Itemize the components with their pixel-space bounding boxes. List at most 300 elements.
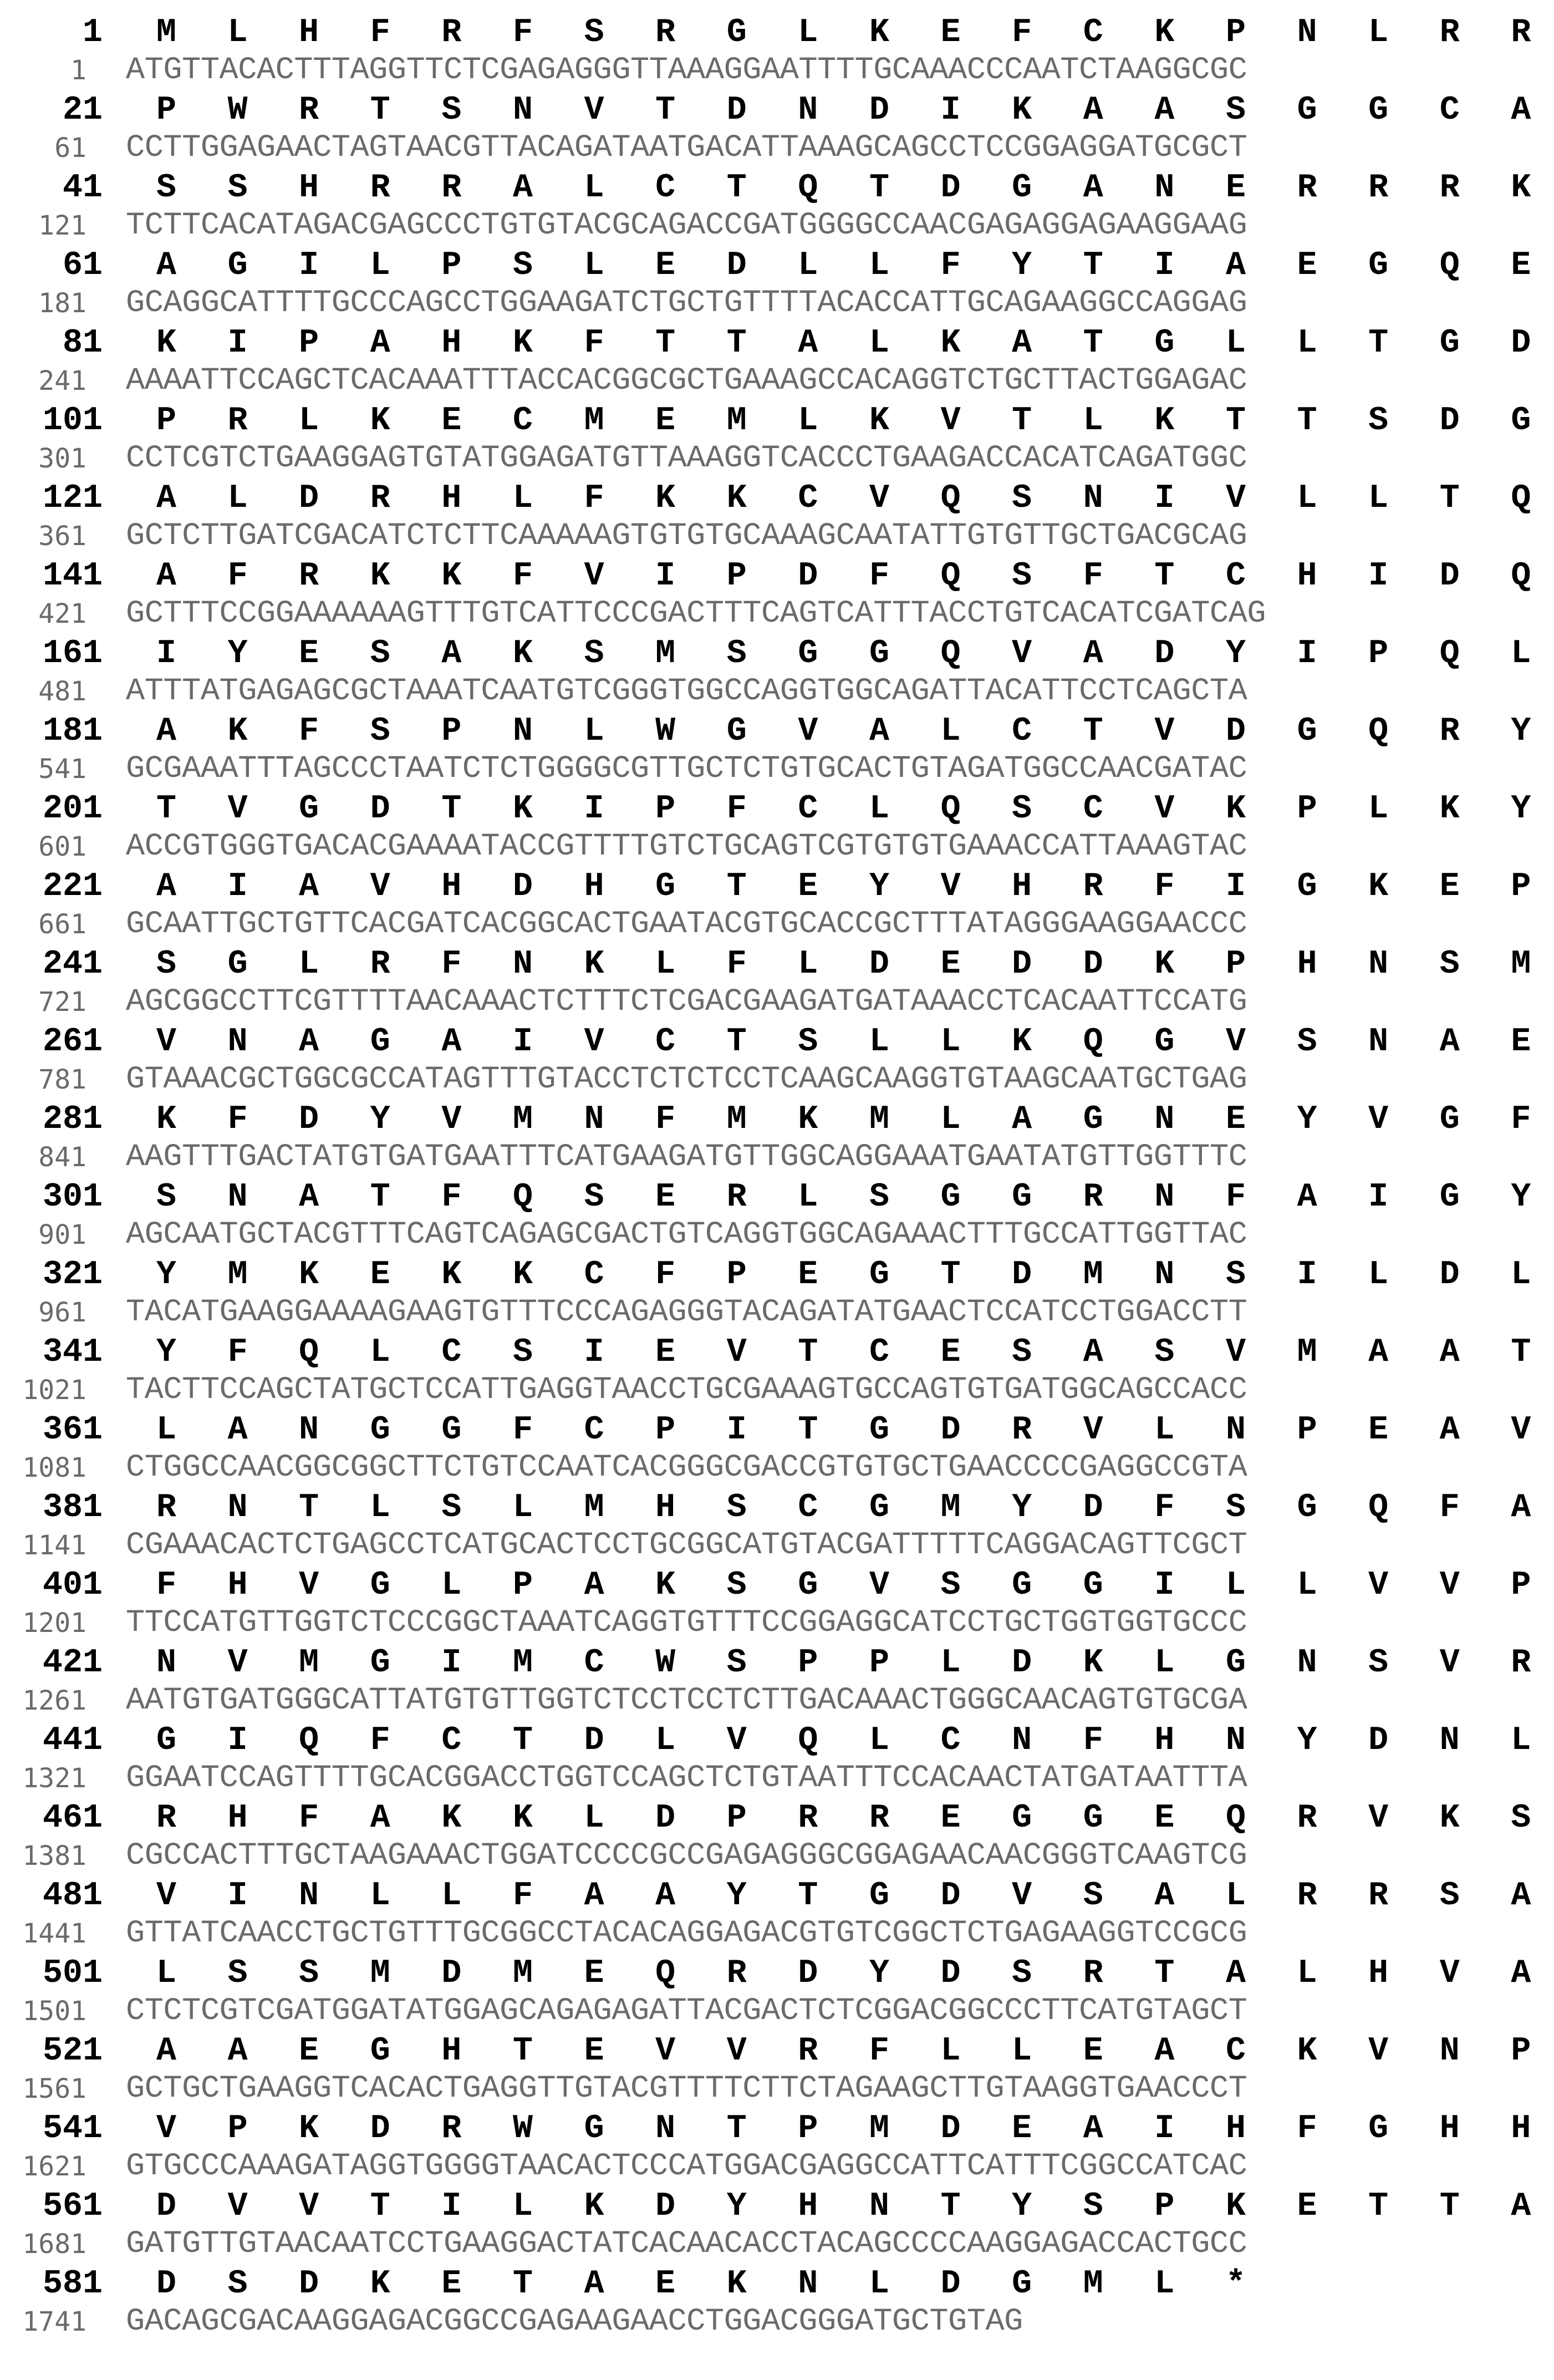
amino-acid: V [227, 790, 248, 828]
amino-acid: Q [940, 557, 961, 595]
amino-acid: N [1154, 1101, 1175, 1138]
amino-acid: H [227, 1799, 248, 1837]
nucleotide-number: 721 [38, 986, 86, 1018]
amino-acid: F [1083, 557, 1103, 595]
amino-acid: V [940, 402, 961, 440]
amino-acid: A [441, 635, 462, 673]
nucleotide-number: 361 [38, 521, 86, 552]
amino-acid: A [1083, 635, 1103, 673]
amino-acid: G [1012, 1799, 1032, 1837]
amino-acid: R [798, 1799, 818, 1837]
amino-acid: P [655, 790, 676, 828]
amino-acid: V [798, 713, 818, 750]
amino-acid: G [655, 868, 676, 906]
amino-acid: S [370, 713, 390, 750]
amino-acid: H [1368, 1955, 1389, 1992]
amino-acid: F [655, 1256, 676, 1294]
amino-acid: N [227, 1489, 248, 1527]
amino-acid: Y [1012, 1489, 1032, 1527]
amino-acid: E [655, 247, 676, 284]
residue-number: 561 [42, 2188, 103, 2225]
amino-acid: C [798, 1489, 818, 1527]
amino-acid: D [156, 2265, 176, 2303]
amino-acid: V [1439, 1567, 1460, 1604]
amino-acid: H [1154, 1722, 1175, 1759]
amino-acid: I [1154, 2110, 1175, 2148]
amino-acid: S [1012, 557, 1032, 595]
amino-acid: F [1154, 1489, 1175, 1527]
amino-acid: S [869, 1178, 889, 1216]
amino-acid: R [1083, 1178, 1103, 1216]
nucleotide-number: 481 [38, 676, 86, 707]
amino-acid: K [798, 1101, 818, 1138]
amino-acid: E [1511, 1023, 1531, 1061]
amino-acid: G [156, 1722, 176, 1759]
amino-acid: G [370, 2032, 390, 2070]
amino-acid: W [655, 713, 676, 750]
amino-acid: L [227, 14, 248, 52]
amino-acid: L [1297, 480, 1317, 517]
amino-acid: Y [156, 1334, 176, 1371]
dna-sequence: TCTTCACATAGACGAGCCCTGTGTACGCAGACCGATGGGGCCAACGAGAGGAGAAGGAAG [126, 208, 1247, 243]
amino-acid: E [1154, 1799, 1175, 1837]
residue-number: 521 [42, 2032, 103, 2070]
amino-acid: V [1154, 790, 1175, 828]
amino-acid: P [512, 1567, 533, 1604]
amino-acid: Y [1511, 713, 1531, 750]
amino-acid: I [655, 557, 676, 595]
amino-acid: G [1297, 1489, 1317, 1527]
amino-acid: Q [940, 480, 961, 517]
amino-acid: K [1154, 402, 1175, 440]
amino-acid: E [940, 1334, 961, 1371]
amino-acid: Q [798, 1722, 818, 1759]
amino-acid: F [1083, 1722, 1103, 1759]
sequence-block [0, 787, 1554, 865]
amino-acid: V [584, 1023, 604, 1061]
amino-acid: R [1297, 1877, 1317, 1915]
nucleotide-number: 1081 [22, 1452, 86, 1483]
amino-acid: Q [1439, 247, 1460, 284]
amino-acid: F [869, 557, 889, 595]
nucleotide-number: 61 [54, 133, 86, 164]
amino-acid: S [1012, 480, 1032, 517]
amino-acid: L [441, 1567, 462, 1604]
amino-acid: A [299, 1023, 319, 1061]
amino-acid: Q [299, 1722, 319, 1759]
amino-acid: F [512, 1877, 533, 1915]
amino-acid: V [227, 1644, 248, 1682]
amino-acid: R [1439, 169, 1460, 207]
sequence-block [0, 943, 1554, 1020]
nucleotide-number: 1501 [22, 1996, 86, 2027]
amino-acid: V [227, 2188, 248, 2225]
amino-acid: P [299, 324, 319, 362]
amino-acid: T [1511, 1334, 1531, 1371]
amino-acid: P [655, 1411, 676, 1449]
amino-acid: S [441, 91, 462, 129]
amino-acid: N [1297, 1644, 1317, 1682]
amino-acid: A [156, 557, 176, 595]
amino-acid: Y [1297, 1101, 1317, 1138]
amino-acid: S [1012, 1955, 1032, 1992]
amino-acid: D [869, 945, 889, 983]
amino-acid: E [655, 1178, 676, 1216]
residue-number: 61 [62, 247, 103, 284]
residue-number: 201 [42, 790, 103, 828]
amino-acid: T [726, 324, 747, 362]
amino-acid: R [1368, 1877, 1389, 1915]
amino-acid: R [655, 14, 676, 52]
residue-number: 221 [42, 868, 103, 906]
amino-acid: D [940, 2265, 961, 2303]
amino-acid: R [370, 169, 390, 207]
sequence-block [0, 11, 1554, 89]
amino-acid: L [1297, 324, 1317, 362]
amino-acid: M [869, 2110, 889, 2148]
amino-acid: K [1439, 790, 1460, 828]
nucleotide-number: 301 [38, 443, 86, 474]
amino-acid: S [512, 247, 533, 284]
amino-acid: V [1225, 1334, 1246, 1371]
amino-acid: A [227, 1411, 248, 1449]
amino-acid: G [1012, 2265, 1032, 2303]
amino-acid: F [441, 945, 462, 983]
dna-sequence: GATGTTGTAACAATCCTGAAGGACTATCACAACACCTACAGCCCCAAGGAGACCACTGCC [126, 2226, 1247, 2262]
amino-acid: T [1368, 324, 1389, 362]
amino-acid: V [1511, 1411, 1531, 1449]
amino-acid: K [227, 713, 248, 750]
sequence-block [0, 322, 1554, 399]
amino-acid: K [726, 2265, 747, 2303]
amino-acid: R [1439, 713, 1460, 750]
nucleotide-number: 661 [38, 909, 86, 940]
sequence-block [0, 477, 1554, 555]
amino-acid: K [441, 1256, 462, 1294]
amino-acid: Y [726, 1877, 747, 1915]
residue-number: 321 [42, 1256, 103, 1294]
amino-acid: R [370, 945, 390, 983]
amino-acid: H [1012, 868, 1032, 906]
amino-acid: D [1511, 324, 1531, 362]
amino-acid: F [299, 713, 319, 750]
nucleotide-number: 1561 [22, 2073, 86, 2104]
nucleotide-number: 1 [70, 55, 86, 86]
amino-acid: G [584, 2110, 604, 2148]
amino-acid: T [156, 790, 176, 828]
amino-acid: A [584, 1567, 604, 1604]
amino-acid: T [370, 2188, 390, 2225]
amino-acid: K [1297, 2032, 1317, 2070]
amino-acid: K [512, 324, 533, 362]
amino-acid: E [1368, 1411, 1389, 1449]
amino-acid: E [1297, 2188, 1317, 2225]
nucleotide-number: 961 [38, 1297, 86, 1328]
amino-acid: L [1297, 1567, 1317, 1604]
amino-acid: L [1225, 1877, 1246, 1915]
amino-acid: V [1225, 480, 1246, 517]
amino-acid: C [798, 480, 818, 517]
amino-acid: D [370, 2110, 390, 2148]
amino-acid: E [1297, 247, 1317, 284]
amino-acid: V [726, 1722, 747, 1759]
amino-acid: K [1439, 1799, 1460, 1837]
amino-acid: L [584, 247, 604, 284]
amino-acid: K [869, 402, 889, 440]
amino-acid: D [869, 91, 889, 129]
amino-acid: Y [1225, 635, 1246, 673]
amino-acid: D [1083, 945, 1103, 983]
amino-acid: T [512, 2032, 533, 2070]
amino-acid: L [156, 1411, 176, 1449]
amino-acid: T [726, 2110, 747, 2148]
amino-acid: L [370, 1489, 390, 1527]
amino-acid: A [370, 1799, 390, 1837]
dna-sequence: TACATGAAGGAAAAGAAGTGTTTCCCAGAGGGTACAGATATGAACTCCATCCTGGACCTT [126, 1295, 1247, 1330]
amino-acid: G [227, 945, 248, 983]
amino-acid: F [1511, 1101, 1531, 1138]
amino-acid: V [869, 480, 889, 517]
amino-acid: L [1154, 1411, 1175, 1449]
amino-acid: L [1368, 480, 1389, 517]
amino-acid: G [1439, 1178, 1460, 1216]
amino-acid: H [227, 1567, 248, 1604]
amino-acid: T [869, 169, 889, 207]
residue-number: 381 [42, 1489, 103, 1527]
amino-acid: A [1225, 247, 1246, 284]
amino-acid: I [227, 1877, 248, 1915]
amino-acid: I [227, 1722, 248, 1759]
amino-acid: H [441, 480, 462, 517]
amino-acid: I [156, 635, 176, 673]
amino-acid: M [869, 1101, 889, 1138]
amino-acid: A [1297, 1178, 1317, 1216]
amino-acid: A [1154, 91, 1175, 129]
amino-acid: T [299, 1489, 319, 1527]
amino-acid: P [726, 1799, 747, 1837]
amino-acid: L [940, 1101, 961, 1138]
amino-acid: D [655, 1799, 676, 1837]
amino-acid: I [1297, 1256, 1317, 1294]
amino-acid: N [1012, 1722, 1032, 1759]
amino-acid: V [584, 91, 604, 129]
amino-acid: T [370, 1178, 390, 1216]
amino-acid: C [1225, 2032, 1246, 2070]
amino-acid: D [940, 1877, 961, 1915]
amino-acid: A [1511, 2188, 1531, 2225]
amino-acid: V [1083, 1411, 1103, 1449]
amino-acid: H [1297, 945, 1317, 983]
dna-sequence: AAGTTTGACTATGTGATGAATTTCATGAAGATGTTGGCAGGAAATGAATATGTTGGTTTC [126, 1140, 1247, 1175]
amino-acid: G [1368, 247, 1389, 284]
amino-acid: D [798, 557, 818, 595]
amino-acid: R [1511, 14, 1531, 52]
amino-acid: A [156, 868, 176, 906]
amino-acid: P [726, 557, 747, 595]
amino-acid: P [798, 2110, 818, 2148]
amino-acid: L [441, 1877, 462, 1915]
amino-acid: N [1368, 945, 1389, 983]
dna-sequence: CGAAACACTCTGAGCCTCATGCACTCCTGCGGCATGTACGATTTTTCAGGACAGTTCGCT [126, 1528, 1247, 1563]
amino-acid: A [156, 480, 176, 517]
amino-acid: Q [512, 1178, 533, 1216]
amino-acid: L [1154, 1644, 1175, 1682]
amino-acid: L [370, 247, 390, 284]
amino-acid: P [1297, 1411, 1317, 1449]
amino-acid: H [655, 1489, 676, 1527]
amino-acid: G [441, 1411, 462, 1449]
amino-acid: S [370, 635, 390, 673]
amino-acid: L [869, 247, 889, 284]
amino-acid: K [584, 945, 604, 983]
amino-acid: R [441, 14, 462, 52]
sequence-block [0, 1176, 1554, 1253]
amino-acid: F [1154, 868, 1175, 906]
amino-acid: H [441, 324, 462, 362]
amino-acid: V [156, 1877, 176, 1915]
sequence-block [0, 1564, 1554, 1641]
amino-acid: V [1368, 1101, 1389, 1138]
amino-acid: L [512, 2188, 533, 2225]
sequence-block [0, 1253, 1554, 1331]
amino-acid: K [370, 2265, 390, 2303]
amino-acid: L [798, 402, 818, 440]
amino-acid: M [584, 402, 604, 440]
nucleotide-number: 1681 [22, 2229, 86, 2260]
amino-acid: K [1511, 169, 1531, 207]
amino-acid: E [940, 945, 961, 983]
amino-acid: C [512, 402, 533, 440]
amino-acid: R [1439, 14, 1460, 52]
amino-acid: S [798, 1023, 818, 1061]
amino-acid: E [299, 2032, 319, 2070]
amino-acid: L [869, 1023, 889, 1061]
sequence-block [0, 1641, 1554, 1719]
amino-acid: A [1439, 1023, 1460, 1061]
amino-acid: G [1368, 91, 1389, 129]
amino-acid: D [940, 1955, 961, 1992]
amino-acid: L [1225, 324, 1246, 362]
amino-acid: L [156, 1955, 176, 1992]
amino-acid: D [655, 2188, 676, 2225]
dna-sequence: CTCTCGTCGATGGATATGGAGCAGAGAGATTACGACTCTCGGACGGCCCTTCATGTAGCT [126, 1993, 1247, 2029]
sequence-block [0, 2262, 1554, 2340]
amino-acid: I [1154, 247, 1175, 284]
residue-number: 481 [42, 1877, 103, 1915]
amino-acid: T [512, 2265, 533, 2303]
amino-acid: N [869, 2188, 889, 2225]
amino-acid: H [299, 14, 319, 52]
amino-acid: N [1439, 1722, 1460, 1759]
amino-acid: L [1511, 635, 1531, 673]
amino-acid: V [1368, 2032, 1389, 2070]
amino-acid: T [1439, 480, 1460, 517]
nucleotide-number: 781 [38, 1064, 86, 1095]
amino-acid: L [1012, 2032, 1032, 2070]
amino-acid: A [1012, 1101, 1032, 1138]
amino-acid: G [1297, 91, 1317, 129]
amino-acid: S [227, 1955, 248, 1992]
amino-acid: N [299, 1877, 319, 1915]
amino-acid: A [1511, 1877, 1531, 1915]
residue-number: 41 [62, 169, 103, 207]
amino-acid: L [299, 402, 319, 440]
amino-acid: E [441, 402, 462, 440]
amino-acid: Q [1511, 557, 1531, 595]
amino-acid: H [1439, 2110, 1460, 2148]
amino-acid: L [798, 1178, 818, 1216]
amino-acid: L [1368, 1256, 1389, 1294]
amino-acid: P [227, 2110, 248, 2148]
amino-acid: E [798, 1256, 818, 1294]
residue-number: 81 [62, 324, 103, 362]
sequence-block [0, 865, 1554, 943]
amino-acid: E [1012, 2110, 1032, 2148]
amino-acid: R [441, 169, 462, 207]
amino-acid: N [1297, 14, 1317, 52]
amino-acid: P [726, 1256, 747, 1294]
sequence-block [0, 89, 1554, 166]
amino-acid: E [584, 2032, 604, 2070]
amino-acid: K [655, 480, 676, 517]
amino-acid: R [798, 2032, 818, 2070]
dna-sequence: AATGTGATGGGCATTATGTGTTGGTCTCCTCCTCTTGACAAACTGGGCAACAGTGTGCGA [126, 1683, 1247, 1718]
amino-acid: A [1368, 1334, 1389, 1371]
amino-acid: G [798, 1567, 818, 1604]
amino-acid: D [1439, 557, 1460, 595]
amino-acid: R [1511, 1644, 1531, 1682]
amino-acid: Q [1439, 635, 1460, 673]
amino-acid: T [512, 1722, 533, 1759]
amino-acid: A [441, 1023, 462, 1061]
amino-acid: F [227, 1334, 248, 1371]
nucleotide-number: 1381 [22, 1840, 86, 1872]
amino-acid: M [1083, 1256, 1103, 1294]
amino-acid: H [299, 169, 319, 207]
amino-acid: V [1439, 1644, 1460, 1682]
amino-acid: E [940, 1799, 961, 1837]
sequence-block [0, 1486, 1554, 1564]
amino-acid: Q [655, 1955, 676, 1992]
amino-acid: P [1154, 2188, 1175, 2225]
amino-acid: P [1368, 635, 1389, 673]
amino-acid: Q [940, 790, 961, 828]
amino-acid: G [1083, 1101, 1103, 1138]
amino-acid: R [299, 91, 319, 129]
amino-acid: M [227, 1256, 248, 1294]
amino-acid: M [726, 402, 747, 440]
amino-acid: I [441, 2188, 462, 2225]
amino-acid: T [655, 91, 676, 129]
amino-acid: G [299, 790, 319, 828]
amino-acid: I [299, 247, 319, 284]
amino-acid: E [299, 635, 319, 673]
amino-acid: N [512, 945, 533, 983]
amino-acid: E [1439, 868, 1460, 906]
amino-acid: A [1083, 91, 1103, 129]
amino-acid: Y [1012, 247, 1032, 284]
amino-acid: N [156, 1644, 176, 1682]
amino-acid: T [1154, 1955, 1175, 1992]
amino-acid: W [227, 91, 248, 129]
amino-acid: S [584, 1178, 604, 1216]
residue-number: 461 [42, 1799, 103, 1837]
amino-acid: K [512, 1799, 533, 1837]
amino-acid: W [512, 2110, 533, 2148]
amino-acid: T [798, 1877, 818, 1915]
residue-number: 281 [42, 1101, 103, 1138]
amino-acid: I [1154, 1567, 1175, 1604]
